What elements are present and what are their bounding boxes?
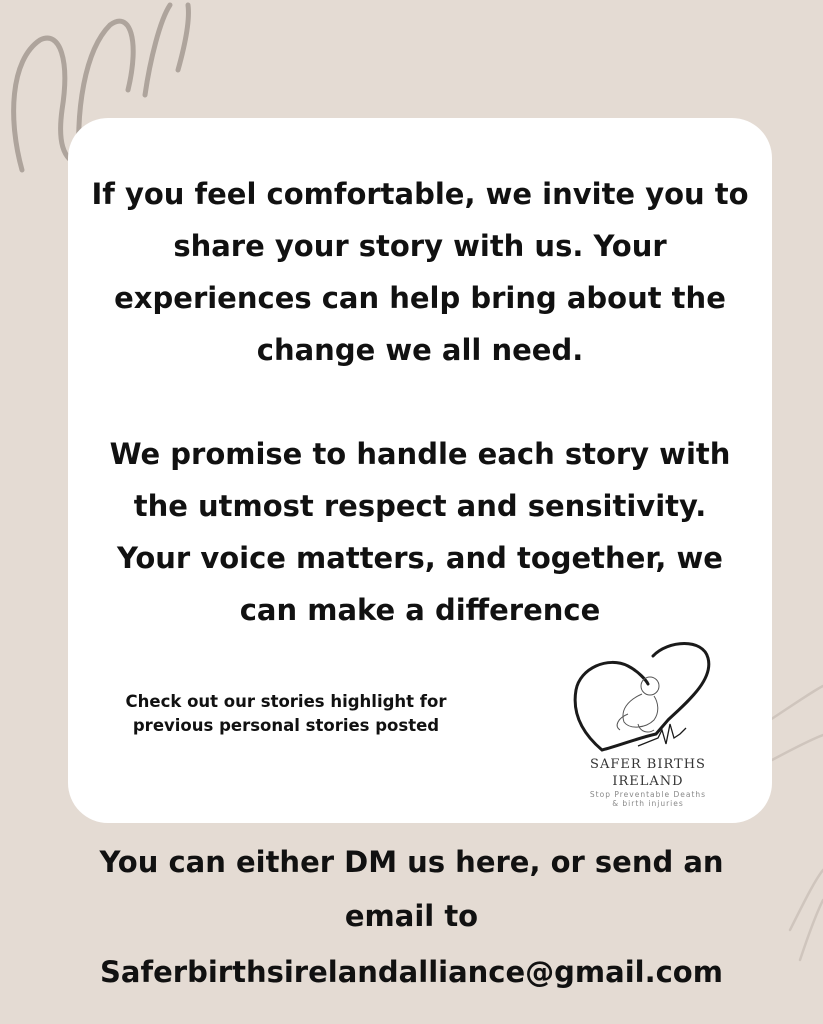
logo-name: SAFER BIRTHS IRELAND	[590, 757, 706, 789]
message-card	[68, 118, 772, 823]
contact-instructions: You can either DM us here, or send an email to	[99, 845, 724, 933]
logo-tagline: Stop Preventable Deaths & birth injuries	[589, 790, 707, 808]
heart-with-baby-heartbeat-icon	[568, 638, 728, 758]
safer-births-ireland-logo	[568, 638, 728, 818]
invitation-paragraph: If you feel comfortable, we invite you to share your story with us. Your experiences can help bring about the change we all need.	[91, 177, 749, 367]
promise-paragraph: We promise to handle each story with the utmost respect and sensitivity. Your voice matters, and together, we can make a difference	[109, 437, 731, 627]
stories-highlight-note: Check out our stories highlight for previous personal stories posted	[125, 692, 447, 735]
contact-email[interactable]: Saferbirthsirelandalliance@gmail.com	[100, 955, 723, 989]
